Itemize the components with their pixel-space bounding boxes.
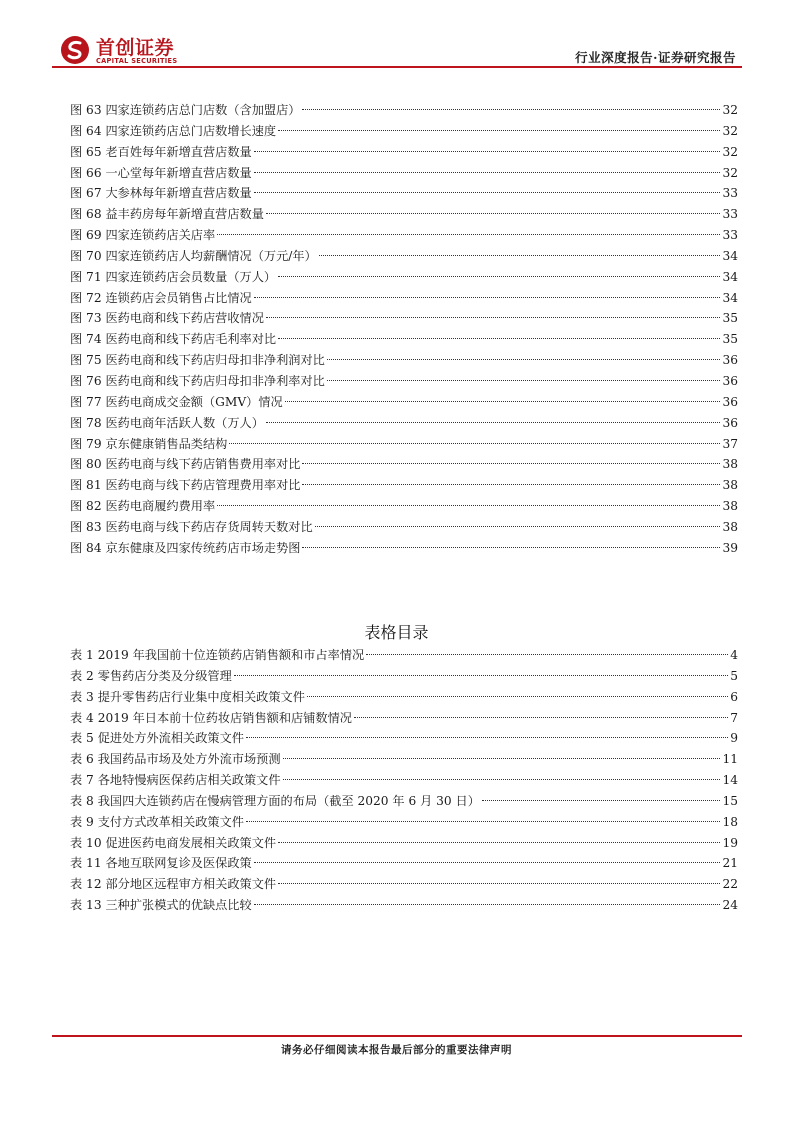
- toc-entry-label: 表 10 促进医药电商发展相关政策文件: [70, 835, 277, 850]
- toc-entry[interactable]: [70, 749, 738, 770]
- toc-entry-page: 6: [730, 689, 738, 704]
- toc-entry-label: 图 73 医药电商和线下药店营收情况: [70, 311, 264, 326]
- dot-leader: [302, 463, 720, 464]
- toc-entry-page: 22: [722, 877, 738, 892]
- toc-entry-label: 图 66 一心堂每年新增直营店数量: [70, 165, 252, 180]
- footer-divider: [52, 1035, 742, 1037]
- dot-leader: [327, 359, 721, 360]
- toc-entry-label: 图 82 医药电商履约费用率: [70, 499, 216, 514]
- toc-entry-page: 11: [722, 752, 738, 767]
- toc-entry-label: 图 69 四家连锁药店关店率: [70, 228, 216, 243]
- toc-entry-label: 图 63 四家连锁药店总门店数（含加盟店）: [70, 103, 301, 117]
- page-header: [52, 34, 742, 70]
- toc-entry-page: 34: [722, 269, 738, 284]
- toc-entry-page: 33: [722, 207, 738, 222]
- toc-entry[interactable]: [70, 225, 738, 246]
- toc-entry[interactable]: [70, 853, 738, 874]
- toc-entry[interactable]: [70, 517, 738, 538]
- toc-entry-label: 表 7 各地特慢病医保药店相关政策文件: [70, 773, 281, 788]
- toc-entry-page: 19: [722, 835, 738, 850]
- toc-entry-label: 图 84 京东健康及四家传统药店市场走势图: [70, 540, 301, 555]
- toc-entry[interactable]: [70, 687, 738, 708]
- toc-entry[interactable]: [70, 496, 738, 517]
- toc-entry-page: 14: [722, 773, 738, 788]
- dot-leader: [266, 213, 721, 214]
- toc-entry[interactable]: [70, 434, 738, 455]
- toc-entry-page: 36: [722, 373, 738, 388]
- toc-entry-page: 34: [722, 248, 738, 263]
- dot-leader: [307, 696, 728, 697]
- toc-entry[interactable]: [70, 308, 738, 329]
- toc-entry-label: 表 11 各地互联网复诊及医保政策: [70, 856, 252, 871]
- dot-leader: [482, 800, 721, 801]
- dot-leader: [278, 842, 720, 843]
- toc-entry[interactable]: [70, 874, 738, 895]
- figure-list: [70, 100, 738, 559]
- dot-leader: [354, 717, 728, 718]
- dot-leader: [315, 526, 721, 527]
- toc-entry-page: 32: [722, 165, 738, 180]
- dot-leader: [278, 130, 720, 131]
- toc-entry-page: 4: [730, 648, 738, 662]
- toc-entry[interactable]: [70, 708, 738, 729]
- dot-leader: [254, 172, 721, 173]
- table-list: [70, 645, 738, 916]
- dot-leader: [217, 505, 720, 506]
- toc-entry[interactable]: [70, 645, 738, 666]
- toc-entry-page: 38: [722, 519, 738, 534]
- toc-entry-page: 18: [722, 814, 738, 829]
- dot-leader: [319, 255, 721, 256]
- toc-entry-label: 图 68 益丰药房每年新增直营店数量: [70, 207, 264, 222]
- toc-entry[interactable]: [70, 329, 738, 350]
- toc-entry-page: 9: [730, 731, 738, 746]
- dot-leader: [366, 654, 728, 655]
- toc-entry-page: 38: [722, 478, 738, 493]
- toc-entry-page: 39: [722, 540, 738, 555]
- toc-entry-label: 图 79 京东健康销售品类结构: [70, 436, 228, 451]
- toc-entry[interactable]: [70, 204, 738, 225]
- dot-leader: [283, 779, 721, 780]
- dot-leader: [278, 276, 720, 277]
- toc-entry[interactable]: [70, 413, 738, 434]
- toc-entry[interactable]: [70, 121, 738, 142]
- toc-entry[interactable]: [70, 183, 738, 204]
- dot-leader: [234, 675, 728, 676]
- toc-entry-label: 图 75 医药电商和线下药店归母扣非净利润对比: [70, 353, 325, 368]
- logo-mark-icon: [60, 35, 90, 65]
- dot-leader: [266, 422, 721, 423]
- dot-leader: [217, 234, 720, 235]
- header-divider: [52, 66, 742, 68]
- toc-entry[interactable]: [70, 246, 738, 267]
- toc-entry-page: 37: [722, 436, 738, 451]
- toc-entry[interactable]: [70, 100, 738, 121]
- toc-entry[interactable]: [70, 538, 738, 559]
- toc-entry-label: 图 83 医药电商与线下药店存货周转天数对比: [70, 519, 313, 534]
- toc-entry[interactable]: [70, 728, 738, 749]
- dot-leader: [246, 737, 728, 738]
- toc-entry-label: 图 65 老百姓每年新增直营店数量: [70, 144, 252, 159]
- toc-entry-label: 图 64 四家连锁药店总门店数增长速度: [70, 123, 277, 138]
- dot-leader: [254, 151, 721, 152]
- toc-entry-label: 图 81 医药电商与线下药店管理费用率对比: [70, 478, 301, 493]
- dot-leader: [254, 297, 721, 298]
- dot-leader: [327, 380, 721, 381]
- toc-entry-page: 33: [722, 228, 738, 243]
- toc-entry[interactable]: [70, 371, 738, 392]
- toc-entry[interactable]: [70, 791, 738, 812]
- toc-entry-label: 表 8 我国四大连锁药店在慢病管理方面的布局（截至 2020 年 6 月 30 日）: [70, 793, 480, 808]
- dot-leader: [302, 109, 720, 110]
- dot-leader: [254, 192, 721, 193]
- dot-leader: [283, 758, 721, 759]
- toc-entry[interactable]: [70, 895, 738, 916]
- toc-entry[interactable]: [70, 142, 738, 163]
- logo-text-en: CAPITAL SECURITIES: [96, 57, 178, 65]
- toc-entry[interactable]: [70, 392, 738, 413]
- toc-entry-page: 38: [722, 457, 738, 472]
- dot-leader: [278, 883, 720, 884]
- toc-entry[interactable]: [70, 475, 738, 496]
- toc-entry-label: 图 70 四家连锁药店人均薪酬情况（万元/年）: [70, 248, 317, 263]
- toc-entry-page: 38: [722, 499, 738, 514]
- toc-entry-label: 表 9 支付方式改革相关政策文件: [70, 814, 244, 829]
- toc-entry[interactable]: [70, 454, 738, 475]
- dot-leader: [229, 443, 720, 444]
- toc-entry-page: 32: [722, 123, 738, 138]
- toc-entry-label: 图 78 医药电商年活跃人数（万人）: [70, 415, 264, 430]
- toc-entry[interactable]: [70, 163, 738, 184]
- toc-entry-page: 5: [730, 668, 738, 683]
- toc-entry-label: 表 3 提升零售药店行业集中度相关政策文件: [70, 689, 305, 704]
- toc-entry-label: 图 77 医药电商成交金额（GMV）情况: [70, 394, 283, 409]
- toc-entry-label: 图 74 医药电商和线下药店毛利率对比: [70, 332, 277, 347]
- toc-entry-page: 36: [722, 394, 738, 409]
- toc-entry-page: 35: [722, 311, 738, 326]
- toc-entry[interactable]: [70, 350, 738, 371]
- toc-entry-label: 图 80 医药电商与线下药店销售费用率对比: [70, 457, 301, 472]
- toc-entry-label: 表 1 2019 年我国前十位连锁药店销售额和市占率情况: [70, 648, 365, 662]
- toc-entry[interactable]: [70, 267, 738, 288]
- toc-entry-label: 表 2 零售药店分类及分级管理: [70, 668, 232, 683]
- tables-section-title: 表格目录: [364, 623, 429, 642]
- logo-text-cn: 首创证券: [96, 37, 175, 59]
- toc-entry[interactable]: [70, 770, 738, 791]
- toc-entry-label: 表 12 部分地区远程审方相关政策文件: [70, 877, 277, 892]
- report-type: 行业深度报告·证券研究报告: [575, 50, 736, 65]
- toc-entry-label: 表 13 三种扩张模式的优缺点比较: [70, 898, 252, 913]
- toc-entry[interactable]: [70, 812, 738, 833]
- toc-entry-page: 34: [722, 290, 738, 305]
- toc-entry-label: 图 71 四家连锁药店会员数量（万人）: [70, 269, 277, 284]
- legal-notice: 请务必仔细阅读本报告最后部分的重要法律声明: [281, 1044, 512, 1056]
- toc-entry-page: 33: [722, 186, 738, 201]
- toc-entry-label: 表 4 2019 年日本前十位药妆店销售额和店铺数情况: [70, 710, 352, 725]
- toc-entry-label: 图 67 大参林每年新增直营店数量: [70, 186, 252, 201]
- toc-entry-page: 36: [722, 353, 738, 368]
- toc-entry-label: 表 6 我国药品市场及处方外流市场预测: [70, 752, 281, 767]
- dot-leader: [266, 317, 721, 318]
- toc-entry-page: 36: [722, 415, 738, 430]
- toc-entry[interactable]: [70, 288, 738, 309]
- dot-leader: [302, 484, 720, 485]
- toc-entry-page: 15: [722, 793, 738, 808]
- toc-entry[interactable]: [70, 833, 738, 854]
- dot-leader: [246, 821, 721, 822]
- dot-leader: [285, 401, 721, 402]
- toc-entry-label: 表 5 促进处方外流相关政策文件: [70, 731, 244, 746]
- toc-entry-page: 7: [730, 710, 738, 725]
- toc-entry-label: 图 76 医药电商和线下药店归母扣非净利率对比: [70, 373, 325, 388]
- toc-entry-page: 32: [722, 144, 738, 159]
- toc-entry-page: 35: [722, 332, 738, 347]
- toc-entry[interactable]: [70, 666, 738, 687]
- company-logo: [60, 34, 210, 70]
- toc-entry-label: 图 72 连锁药店会员销售占比情况: [70, 290, 252, 305]
- toc-entry-page: 21: [722, 856, 738, 871]
- toc-entry-page: 32: [722, 103, 738, 117]
- dot-leader: [254, 862, 721, 863]
- dot-leader: [254, 904, 721, 905]
- dot-leader: [278, 338, 720, 339]
- toc-entry-page: 24: [722, 898, 738, 913]
- dot-leader: [302, 547, 720, 548]
